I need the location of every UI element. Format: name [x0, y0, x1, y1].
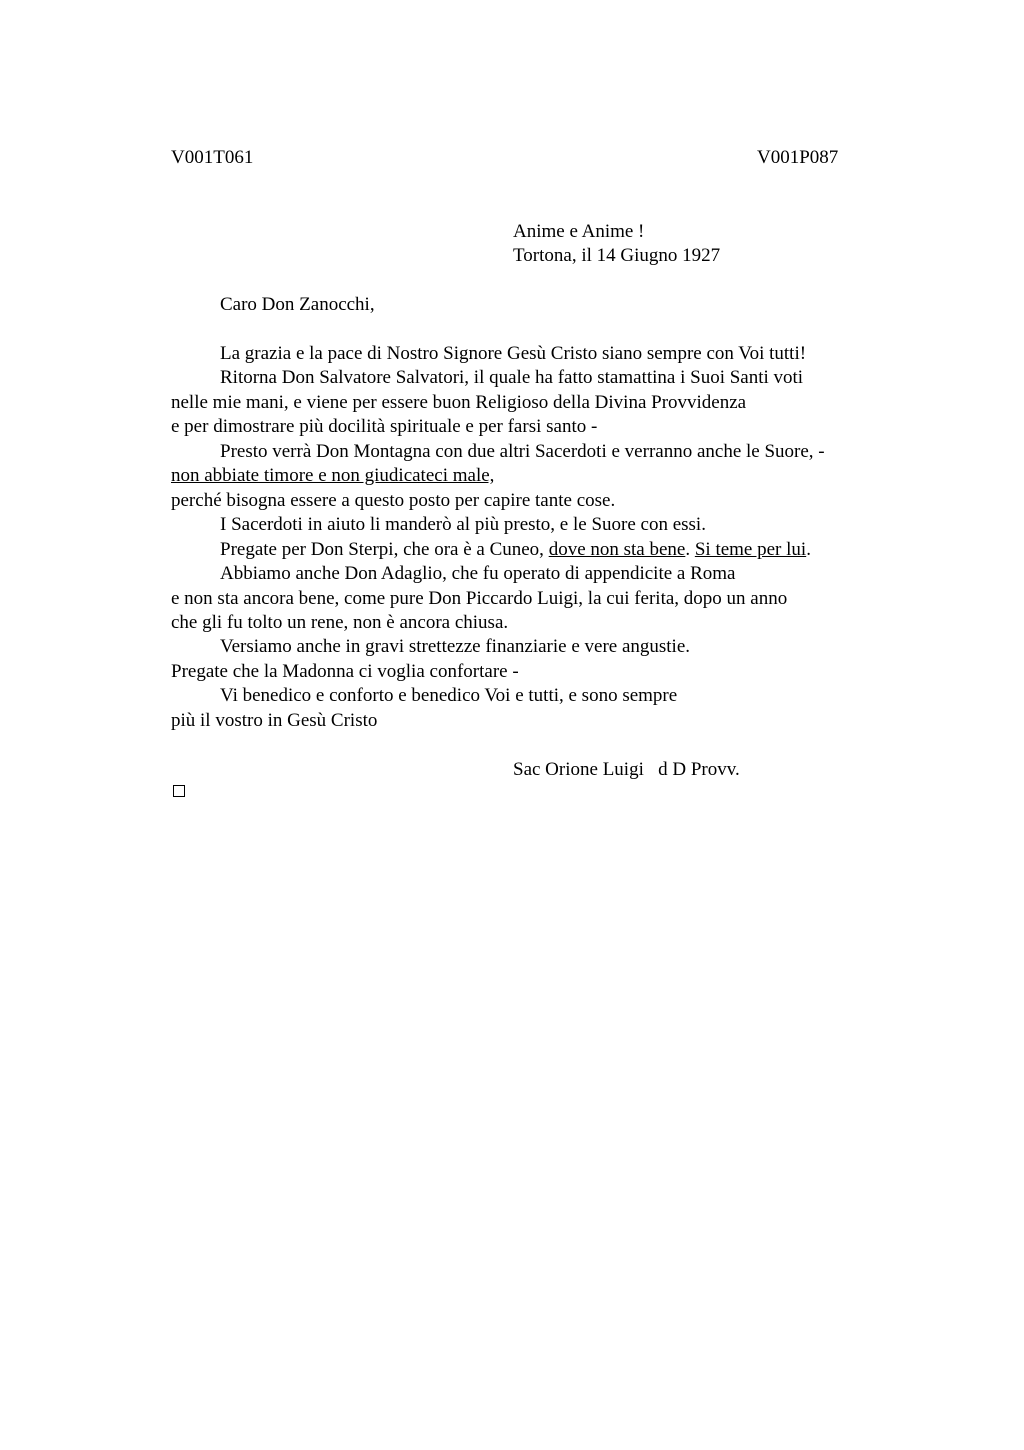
body-line: Ritorna Don Salvatore Salvatori, il quale ha fatto stamattina i Suoi Santi voti: [220, 367, 804, 388]
salutation: Caro Don Zanocchi,: [220, 294, 375, 315]
document-code-left: V001T061: [171, 147, 254, 168]
body-line: e per dimostrare più docilità spirituale e per farsi santo -: [171, 416, 598, 437]
body-line: nelle mie mani, e viene per essere buon Religioso della Divina Provvidenza: [171, 392, 747, 413]
body-line: più il vostro in Gesù Cristo: [171, 710, 378, 731]
body-text: .: [806, 539, 811, 560]
body-line: Presto verrà Don Montagna con due altri Sacerdoti e verranno anche le Suore, -: [220, 441, 825, 462]
signature: Sac Orione Luigi d D Provv.: [513, 759, 740, 780]
body-line: perché bisogna essere a questo posto per capire tante cose.: [171, 490, 616, 511]
place-date: Tortona, il 14 Giugno 1927: [513, 245, 721, 266]
body-line: Abbiamo anche Don Adaglio, che fu operato di appendicite a Roma: [220, 563, 736, 584]
body-text: Pregate per Don Sterpi, che ora è a Cuneo,: [220, 539, 549, 560]
body-line: e non sta ancora bene, come pure Don Piccardo Luigi, la cui ferita, dopo un anno: [171, 588, 788, 609]
body-line: che gli fu tolto un rene, non è ancora chiusa.: [171, 612, 509, 633]
motto: Anime e Anime !: [513, 221, 645, 242]
body-line: La grazia e la pace di Nostro Signore Gesù Cristo siano sempre con Voi tutti!: [220, 343, 807, 364]
body-text: .: [685, 539, 695, 560]
document-code-right: V001P087: [757, 147, 839, 168]
body-line: I Sacerdoti in aiuto li manderò al più presto, e le Suore con essi.: [220, 514, 706, 535]
body-line: [220, 538, 811, 562]
checkbox-square-icon: [173, 785, 185, 797]
body-line: Versiamo anche in gravi strettezze finanziarie e vere angustie.: [220, 636, 691, 657]
underlined-phrase: dove non sta bene: [548, 539, 686, 560]
body-line-underlined: non abbiate timore e non giudicateci male,: [171, 465, 495, 486]
body-line: Vi benedico e conforto e benedico Voi e tutti, e sono sempre: [220, 685, 678, 706]
body-line: Pregate che la Madonna ci voglia confortare -: [171, 661, 519, 682]
underlined-phrase: Si teme per lui: [694, 539, 807, 560]
